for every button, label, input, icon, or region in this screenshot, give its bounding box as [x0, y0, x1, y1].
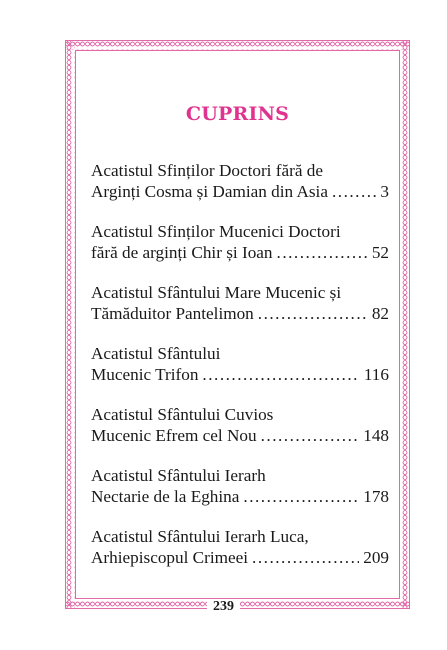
page-title: CUPRINS [185, 103, 290, 125]
toc-entry-page: 178 [363, 487, 389, 506]
toc-entry [91, 282, 389, 324]
toc-entry-title-line2: Arhiepiscopul Crimeei [91, 548, 249, 567]
toc-entry-title-line1: Acatistul Sfinților Mucenici Doctori [91, 222, 341, 241]
dot-leader [332, 181, 376, 202]
toc-entry [91, 404, 389, 446]
toc-entry-page: 116 [363, 365, 389, 384]
toc-entry-title-line2: Mucenic Trifon [91, 365, 199, 384]
dot-leader [258, 303, 368, 324]
toc-entry [91, 526, 389, 568]
toc-entry-title-line2-row [91, 425, 389, 446]
dot-leader [243, 486, 359, 507]
dot-leader [202, 364, 359, 385]
toc-entry [91, 343, 389, 385]
dot-leader [252, 547, 359, 568]
toc-entry-page: 148 [363, 426, 389, 445]
toc-entry-page: 209 [363, 548, 389, 567]
toc-entry-title-line2-row [91, 486, 389, 507]
toc-entry-title-line2: Nectarie de la Eghina [91, 487, 240, 506]
toc-entry [91, 160, 389, 202]
table-of-contents [91, 160, 389, 587]
dot-leader [277, 242, 368, 263]
toc-entry-page: 52 [371, 243, 389, 262]
toc-entry [91, 221, 389, 263]
toc-entry-title-line2: Arginți Cosma și Damian din Asia [91, 182, 328, 201]
toc-entry-title-line2: Tămăduitor Pantelimon [91, 304, 254, 323]
toc-entry-title-line1: Acatistul Sfântului Mare Mucenic și [91, 283, 342, 302]
toc-entry-title-line2: Mucenic Efrem cel Nou [91, 426, 257, 445]
toc-entry-title-line1: Acatistul Sfântului Cuvios [91, 405, 274, 424]
toc-entry-title-line1: Acatistul Sfinților Doctori fără de [91, 161, 323, 180]
toc-entry-title-line2-row [91, 242, 389, 263]
page-number-footer [0, 599, 447, 615]
toc-entry-title-line1: Acatistul Sfântului Ierarh Luca, [91, 527, 309, 546]
toc-entry-title-line1: Acatistul Sfântului Ierarh [91, 466, 266, 485]
dot-leader [261, 425, 360, 446]
toc-entry-title-line1: Acatistul Sfântului [91, 344, 221, 363]
toc-entry-title-line2: fără de arginți Chir și Ioan [91, 243, 273, 262]
page-number: 239 [207, 599, 240, 614]
toc-entry-title-line2-row [91, 364, 389, 385]
toc-entry-page: 82 [371, 304, 389, 323]
toc-entry-title-line2-row [91, 303, 389, 324]
toc-entry [91, 465, 389, 507]
toc-entry-title-line2-row [91, 181, 389, 202]
toc-entry-title-line2-row [91, 547, 389, 568]
toc-entry-page: 3 [380, 182, 389, 201]
